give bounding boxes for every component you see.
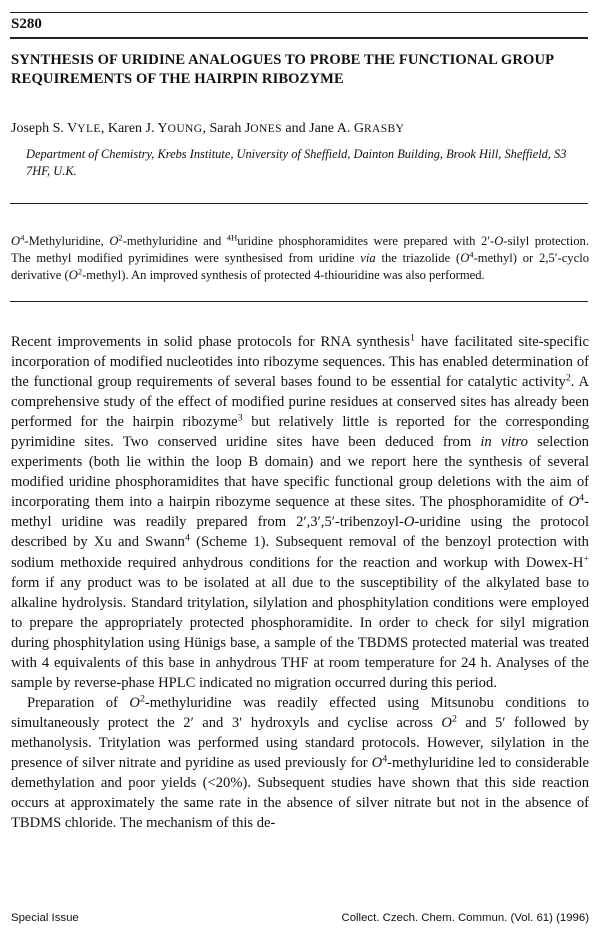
- author: Sarah JONES and: [209, 121, 310, 136]
- abstract: $O^4$-Methyluridine, $O^2$-methyluridine and $^{4H}$uridine phosphoramidites were prepared with 2′-O-silyl protection. The methyl modified pyrimidines were synthesised from uridine via the triazolide $(O^4-methyl)$ or 2,5′-cyclo derivative $(O^2-methyl)$. An improved synthesis of protected 4-thiouridine was also performed.: [11, 232, 589, 282]
- body-text: [11, 332, 589, 833]
- author: Jane A. GRASBY: [309, 121, 405, 136]
- abstract-top-rule: [10, 203, 588, 204]
- abstract-bottom-rule: [10, 301, 588, 302]
- paragraph: Preparation of $O^2$-methyluridine was readily effected using Mitsunobu conditions to simultaneously protect the 2′ and 3′ hydroxyls and cyclise across $O^2$ and 5′ followed by methanolysis. Tritylation was performed using standard protocols. However, silylation in the presence of silver nitrate and pyridine as used previously for $O^4$-methyluridine led to considerable demethylation and poor yields (<20%). Subsequent studies have shown that this side reaction occurs at approximately the same rate in the absence of silver nitrate but not in the absence of TBDMS chloride. The mechanism of this de-: [11, 693, 589, 832]
- author-list: [11, 121, 404, 137]
- author: Karen J. YOUNG,: [107, 121, 210, 136]
- header-rule: [10, 37, 588, 39]
- author: Joseph S. VYLE,: [11, 121, 108, 136]
- top-rule: [10, 12, 588, 13]
- page-code: S280: [11, 16, 42, 32]
- paragraph: Recent improvements in solid phase protocols for RNA synthesis$^1$ have facilitated site-specific incorporation of modified nucleotides into ribozyme sequences. This has enabled determination of the functional group requirements of several bases found to be essential for catalytic activity$^2$. A comprehensive study of the effect of modified purine residues at conserved sites has already been performed for the hairpin ribozyme$^3$ but relatively little is reported for the corresponding pyrimidine sites. Two conserved uridine sites have been deduced from in vitro selection experiments (both lie within the loop B domain) and we report here the synthesis of several modified uridine phosphoramidites that have specific functional group deletions with the aim of incorporating them into a hairpin ribozyme sequence at these sites. The phosphoramidite of $O^4$-methyl uridine was readily prepared from 2′,3′,5′-tribenzoyl-O-uridine using the protocol described by Xu and Swann$^4$ (Scheme 1). Subsequent removal of the benzoyl protection with sodium methoxide required anhydrous conditions for the reaction and workup with Dowex-H+ form if any product was to be isolated at all due to the susceptibility of the alkylated base to alkaline hydrolysis. Standard tritylation, silylation and phosphitylation conditions were employed to prepare the appropriately protected phosphoramidite. In order to check for silyl migration during phosphitylation using Hünigs base, a sample of the TBDMS protected material was treated with 4 equivalents of this base in anhydrous THF at room temperature for 24 h. Analyses of the sample by reverse-phase HPLC indicated no migration occurred during this period.: [11, 332, 589, 691]
- footer-journal-section: Special Issue: [11, 912, 79, 924]
- footer-citation: Collect. Czech. Chem. Commun. (Vol. 61) (1996): [341, 912, 589, 924]
- affiliation: Department of Chemistry, Krebs Institute, University of Sheffield, Dainton Building, Brook Hill, Sheffield, S3 7HF, U.K.: [26, 147, 567, 178]
- article-title: SYNTHESIS OF URIDINE ANALOGUES TO PROBE THE FUNCTIONAL GROUP REQUIREMENTS OF THE HAIRPIN RIBOZYME: [11, 52, 554, 87]
